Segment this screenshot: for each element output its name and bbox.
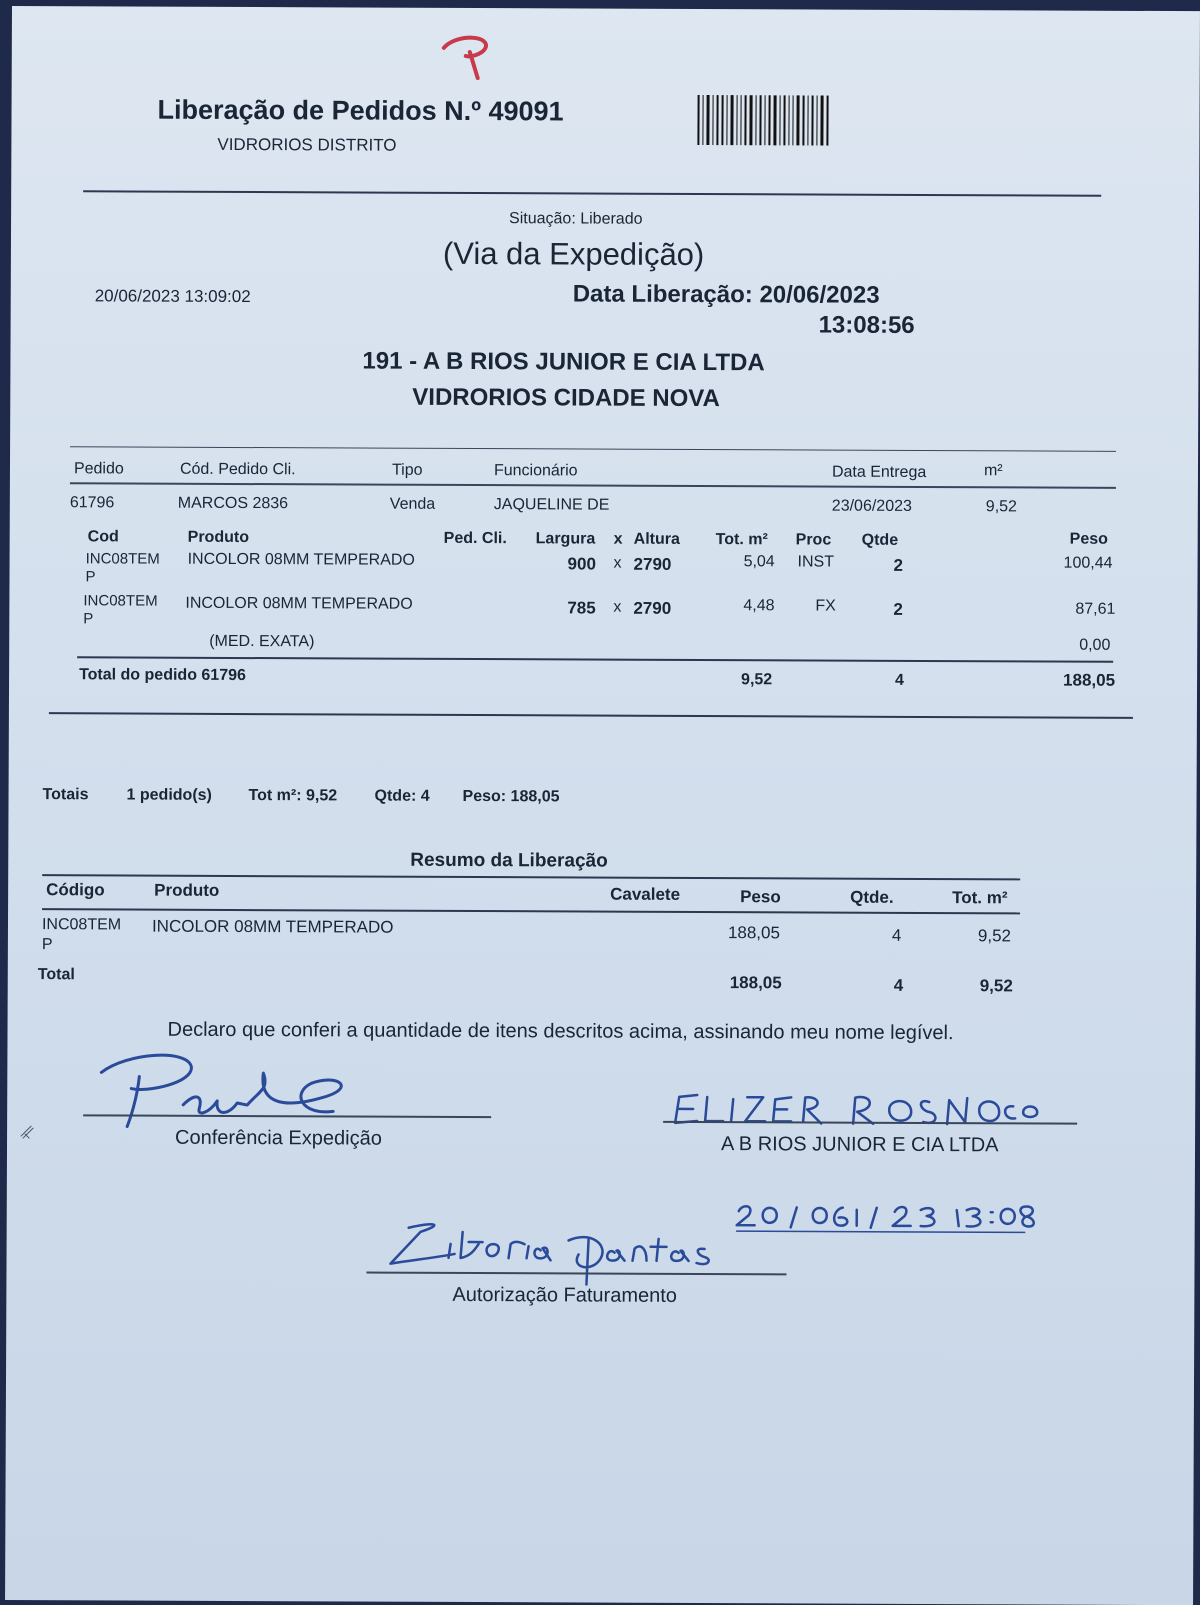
totals-qty: Qtde: 4 — [374, 787, 430, 805]
release-time: 13:08:56 — [818, 311, 915, 339]
item-tot-m2: 5,04 — [743, 553, 775, 571]
summary-title: Resumo da Liberação — [410, 849, 608, 872]
customer-branch: VIDRORIOS CIDADE NOVA — [412, 383, 720, 413]
items-col-qtde: Qtde — [861, 531, 899, 549]
barcode-bar — [702, 95, 703, 145]
status-text: Situação: Liberado — [509, 210, 643, 228]
order-section-end-rule — [49, 712, 1133, 719]
barcode-bar — [749, 95, 752, 145]
barcode-bar — [706, 95, 709, 145]
items-col-tot-m2: Tot. m² — [715, 531, 768, 549]
barcode-bar — [755, 95, 756, 145]
summary-col-peso: Peso — [740, 887, 781, 907]
item-qty: 2 — [893, 599, 903, 619]
release-date: Data Liberação: 20/06/2023 — [572, 280, 880, 309]
order-total-rule — [77, 656, 1113, 663]
item-code: INC08TEM — [83, 592, 158, 610]
item-tot-m2: 4,48 — [743, 597, 775, 615]
order-total-qty: 4 — [895, 671, 905, 689]
summary-col-qtde: Qtde. — [850, 887, 894, 907]
totals-orders: 1 pedido(s) — [126, 786, 212, 804]
order-total-label: Total do pedido 61796 — [79, 666, 246, 685]
item-product: INCOLOR 08MM TEMPERADO — [187, 550, 415, 569]
col-data-entrega: Data Entrega — [831, 463, 927, 481]
order-type: Venda — [389, 495, 436, 513]
summary-col-codigo: Código — [46, 880, 105, 900]
summary-total-qty: 4 — [893, 975, 904, 995]
barcode-bar — [716, 95, 718, 145]
col-pedido: Pedido — [73, 460, 124, 478]
order-total-m2: 9,52 — [741, 671, 773, 689]
col-funcionario: Funcionário — [493, 462, 578, 480]
items-col-largura: Largura — [535, 530, 596, 548]
delivery-date: 23/06/2023 — [831, 497, 912, 515]
barcode-bar — [697, 95, 699, 145]
item-height: 2790 — [633, 598, 672, 618]
item-weight: 100,44 — [1063, 554, 1113, 572]
printed-datetime: 20/06/2023 13:09:02 — [94, 286, 251, 307]
red-handwritten-mark — [430, 28, 500, 84]
totals-m2: Tot m²: 9,52 — [248, 787, 338, 805]
barcode-bar — [759, 95, 761, 145]
signature-label-conferencia: Conferência Expedição — [175, 1126, 382, 1150]
order-table-top-rule — [70, 446, 1116, 452]
barcode-bar — [779, 95, 780, 145]
issuer-company: VIDRORIOS DISTRITO — [217, 134, 397, 155]
col-tipo: Tipo — [391, 461, 423, 479]
item-width: 785 — [567, 598, 596, 618]
order-total-weight: 188,05 — [1063, 670, 1116, 690]
item-product: INCOLOR 08MM TEMPERADO — [185, 594, 413, 613]
barcode-bar — [792, 95, 793, 145]
order-m2: 9,52 — [985, 498, 1018, 516]
employee-name: JAQUELINE DE — [493, 496, 610, 514]
order-header-rule — [70, 482, 1116, 489]
items-col-produto: Produto — [187, 528, 250, 547]
barcode-bar — [736, 95, 737, 145]
items-col-cod: Cod — [87, 528, 119, 546]
header-divider — [83, 190, 1101, 196]
item-proc: INST — [797, 553, 835, 571]
customer-name: 191 - A B RIOS JUNIOR E CIA LTDA — [362, 347, 765, 377]
barcode-image — [697, 95, 877, 146]
copy-designation: (Via da Expedição) — [442, 235, 705, 273]
summary-product: INCOLOR 08MM TEMPERADO — [151, 916, 394, 937]
items-col-altura: Altura — [633, 530, 680, 548]
barcode-bar — [796, 95, 799, 145]
item-code-cont: P — [83, 610, 94, 628]
item-x: x — [613, 598, 622, 616]
document-sheet — [5, 6, 1200, 1605]
summary-total-m2: 9,52 — [979, 976, 1013, 996]
totals-label: Totais — [42, 786, 89, 804]
barcode-bar — [744, 95, 746, 145]
signature-autorizacao — [374, 1214, 734, 1296]
signature-label-autorizacao: Autorização Faturamento — [452, 1283, 677, 1307]
summary-col-produto: Produto — [154, 880, 220, 900]
barcode-bar — [764, 95, 765, 145]
barcode-bar — [788, 95, 789, 145]
summary-top-rule — [42, 874, 1020, 880]
barcode-bar — [721, 95, 723, 145]
items-col-proc: Proc — [795, 531, 832, 549]
summary-total-weight: 188,05 — [729, 973, 782, 993]
barcode-bar — [712, 95, 713, 145]
barcode-bar — [820, 96, 823, 146]
col-cod-pedido-cli: Cód. Pedido Cli. — [179, 460, 296, 479]
barcode-bar — [768, 95, 770, 145]
barcode-bar — [783, 95, 785, 145]
summary-col-tot-m2: Tot. m² — [952, 888, 1008, 908]
item-code: INC08TEM — [85, 550, 160, 568]
handwritten-date — [729, 1195, 1039, 1238]
summary-header-rule — [42, 908, 1020, 914]
margin-scribble — [17, 1122, 37, 1142]
summary-tot-m2: 9,52 — [977, 926, 1012, 946]
item-width: 900 — [567, 554, 596, 574]
signature-conferencia — [87, 1042, 387, 1133]
declaration-text: Declaro que conferi a quantidade de itens descritos acima, assinando meu nome legível. — [167, 1018, 954, 1045]
signature-label-cliente: A B RIOS JUNIOR E CIA LTDA — [720, 1133, 999, 1157]
barcode-bar — [726, 95, 727, 145]
summary-total-label: Total — [37, 966, 75, 984]
barcode-bar — [740, 95, 741, 145]
items-col-x: x — [613, 530, 623, 548]
item-code-cont: P — [85, 568, 96, 586]
summary-qty: 4 — [891, 925, 902, 945]
barcode-bar — [802, 95, 804, 145]
order-number: 61796 — [69, 494, 115, 512]
barcode-bar — [826, 96, 828, 146]
barcode-bar — [730, 95, 733, 145]
barcode-bar — [816, 96, 817, 146]
barcode-bar — [773, 95, 776, 145]
summary-code-cont: P — [41, 936, 53, 954]
item-height: 2790 — [633, 554, 672, 574]
summary-col-cavalete: Cavalete — [610, 884, 681, 904]
item-x: x — [613, 554, 622, 572]
client-order-code: MARCOS 2836 — [177, 494, 289, 513]
document-title: Liberação de Pedidos N.º 49091 — [157, 94, 564, 127]
item-proc: FX — [815, 597, 836, 615]
item-qty: 2 — [893, 555, 904, 575]
summary-weight: 188,05 — [727, 923, 781, 943]
barcode-bar — [807, 95, 808, 145]
exact-measure-weight: 0,00 — [1079, 636, 1111, 654]
exact-measure-note: (MED. EXATA) — [209, 632, 315, 651]
barcode-bar — [811, 95, 813, 145]
summary-code: INC08TEM — [41, 916, 122, 934]
col-m2: m² — [983, 462, 1003, 480]
totals-weight: Peso: 188,05 — [462, 787, 560, 806]
item-weight: 87,61 — [1075, 600, 1116, 618]
items-col-ped-cli: Ped. Cli. — [443, 529, 507, 548]
items-col-peso: Peso — [1069, 530, 1108, 548]
